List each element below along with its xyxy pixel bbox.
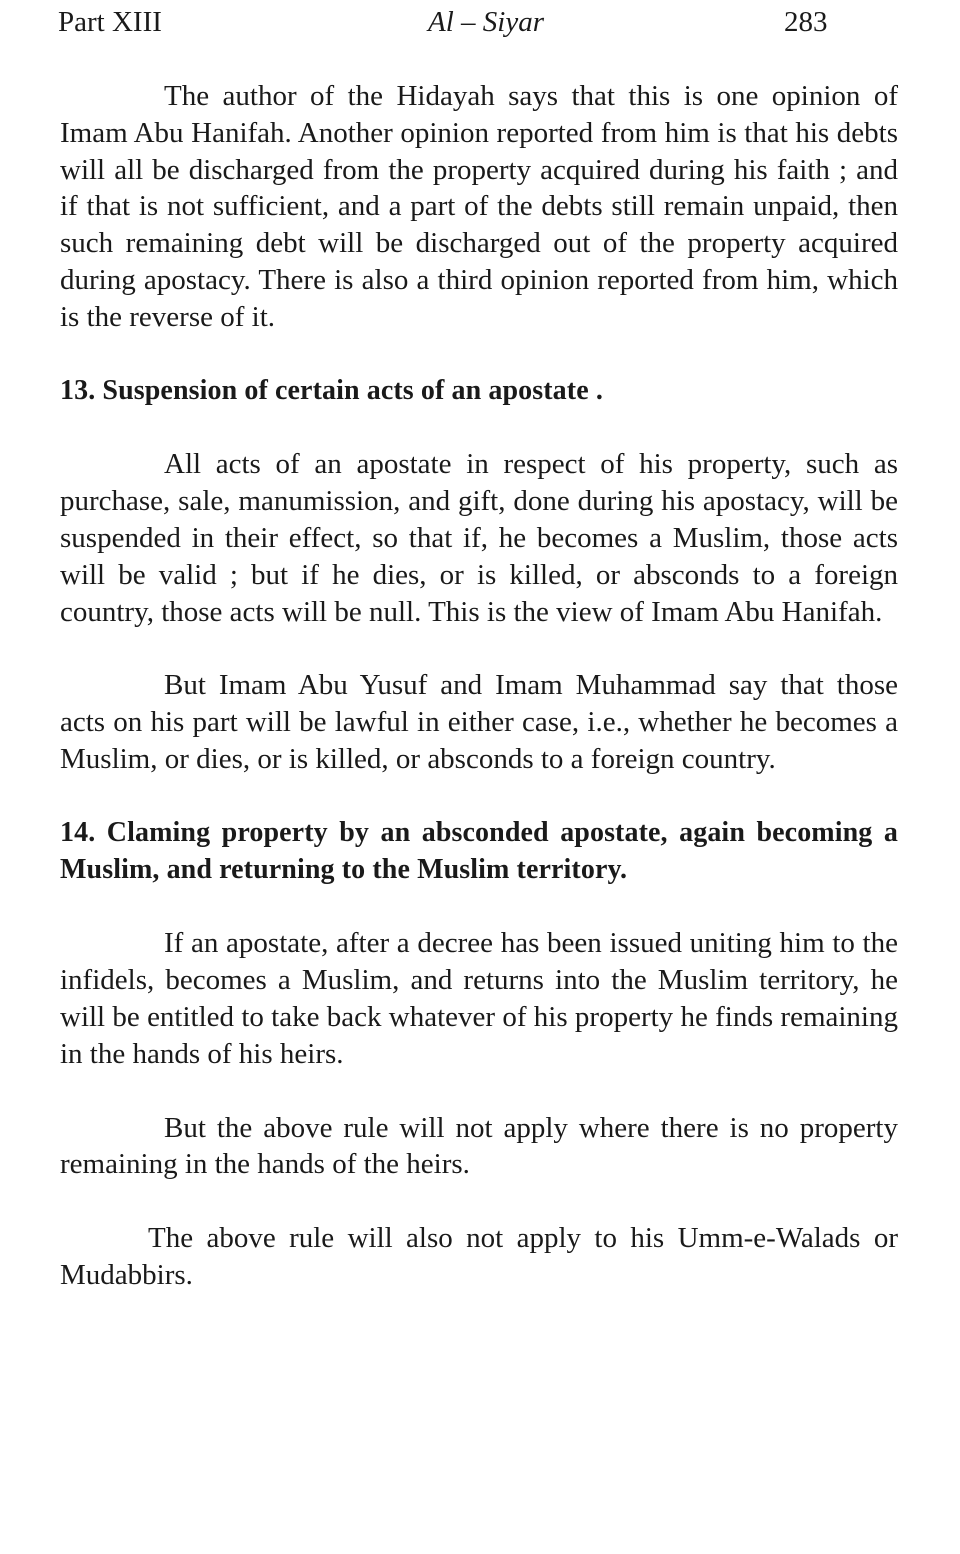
paragraph-abu-yusuf-view: But Imam Abu Yusuf and Imam Muhammad say that those acts on his part will be lawful in either case, i.e., whether he becomes a Muslim, or dies, or is killed, or absconds to a foreign country. xyxy=(60,669,898,775)
paragraph-hidayah-opinions: The author of the Hidayah says that this is one opinion of Imam Abu Hanifah. Another opinion reported from him is that his debts will all be discharged from the property acquired during his faith ; and if that is not sufficient, and a part of the debts still remain unpaid, then such remaining debt will be discharged out of the property acquired during apostacy. There is also a third opinion reported from him, which is the reverse of it. xyxy=(60,80,898,333)
section-heading-14: 14. Claming property by an absconded apostate, again becoming a Muslim, and returning to the Muslim territory. xyxy=(60,816,898,885)
paragraph-acts-suspended: All acts of an apostate in respect of his property, such as purchase, sale, manumission, and gift, done during his apostacy, will be suspended in their effect, so that if, he becomes a Muslim, those acts will be valid ; but if he dies, or is killed, or absconds to a foreign country, those acts will be null. This is the view of Imam Abu Hanifah. xyxy=(60,448,898,628)
running-header xyxy=(60,2,898,42)
part-label: Part XIII xyxy=(58,6,162,38)
paragraph-umm-e-walads: The above rule will also not apply to his Umm-e-Walads or Mudabbirs. xyxy=(60,1222,898,1291)
paragraph-returning-apostate: If an apostate, after a decree has been issued uniting him to the infidels, becomes a Muslim, and returns into the Muslim territory, he will be entitled to take back whatever of his property he finds remaining in the hands of his heirs. xyxy=(60,927,898,1070)
page-number: 283 xyxy=(784,6,828,38)
paragraph-no-property-rule: But the above rule will not apply where there is no property remaining in the hands of the heirs. xyxy=(60,1111,898,1181)
book-page xyxy=(60,0,898,1294)
book-title: Al – Siyar xyxy=(428,6,544,38)
section-heading-13: 13. Suspension of certain acts of an apostate . xyxy=(60,374,603,406)
